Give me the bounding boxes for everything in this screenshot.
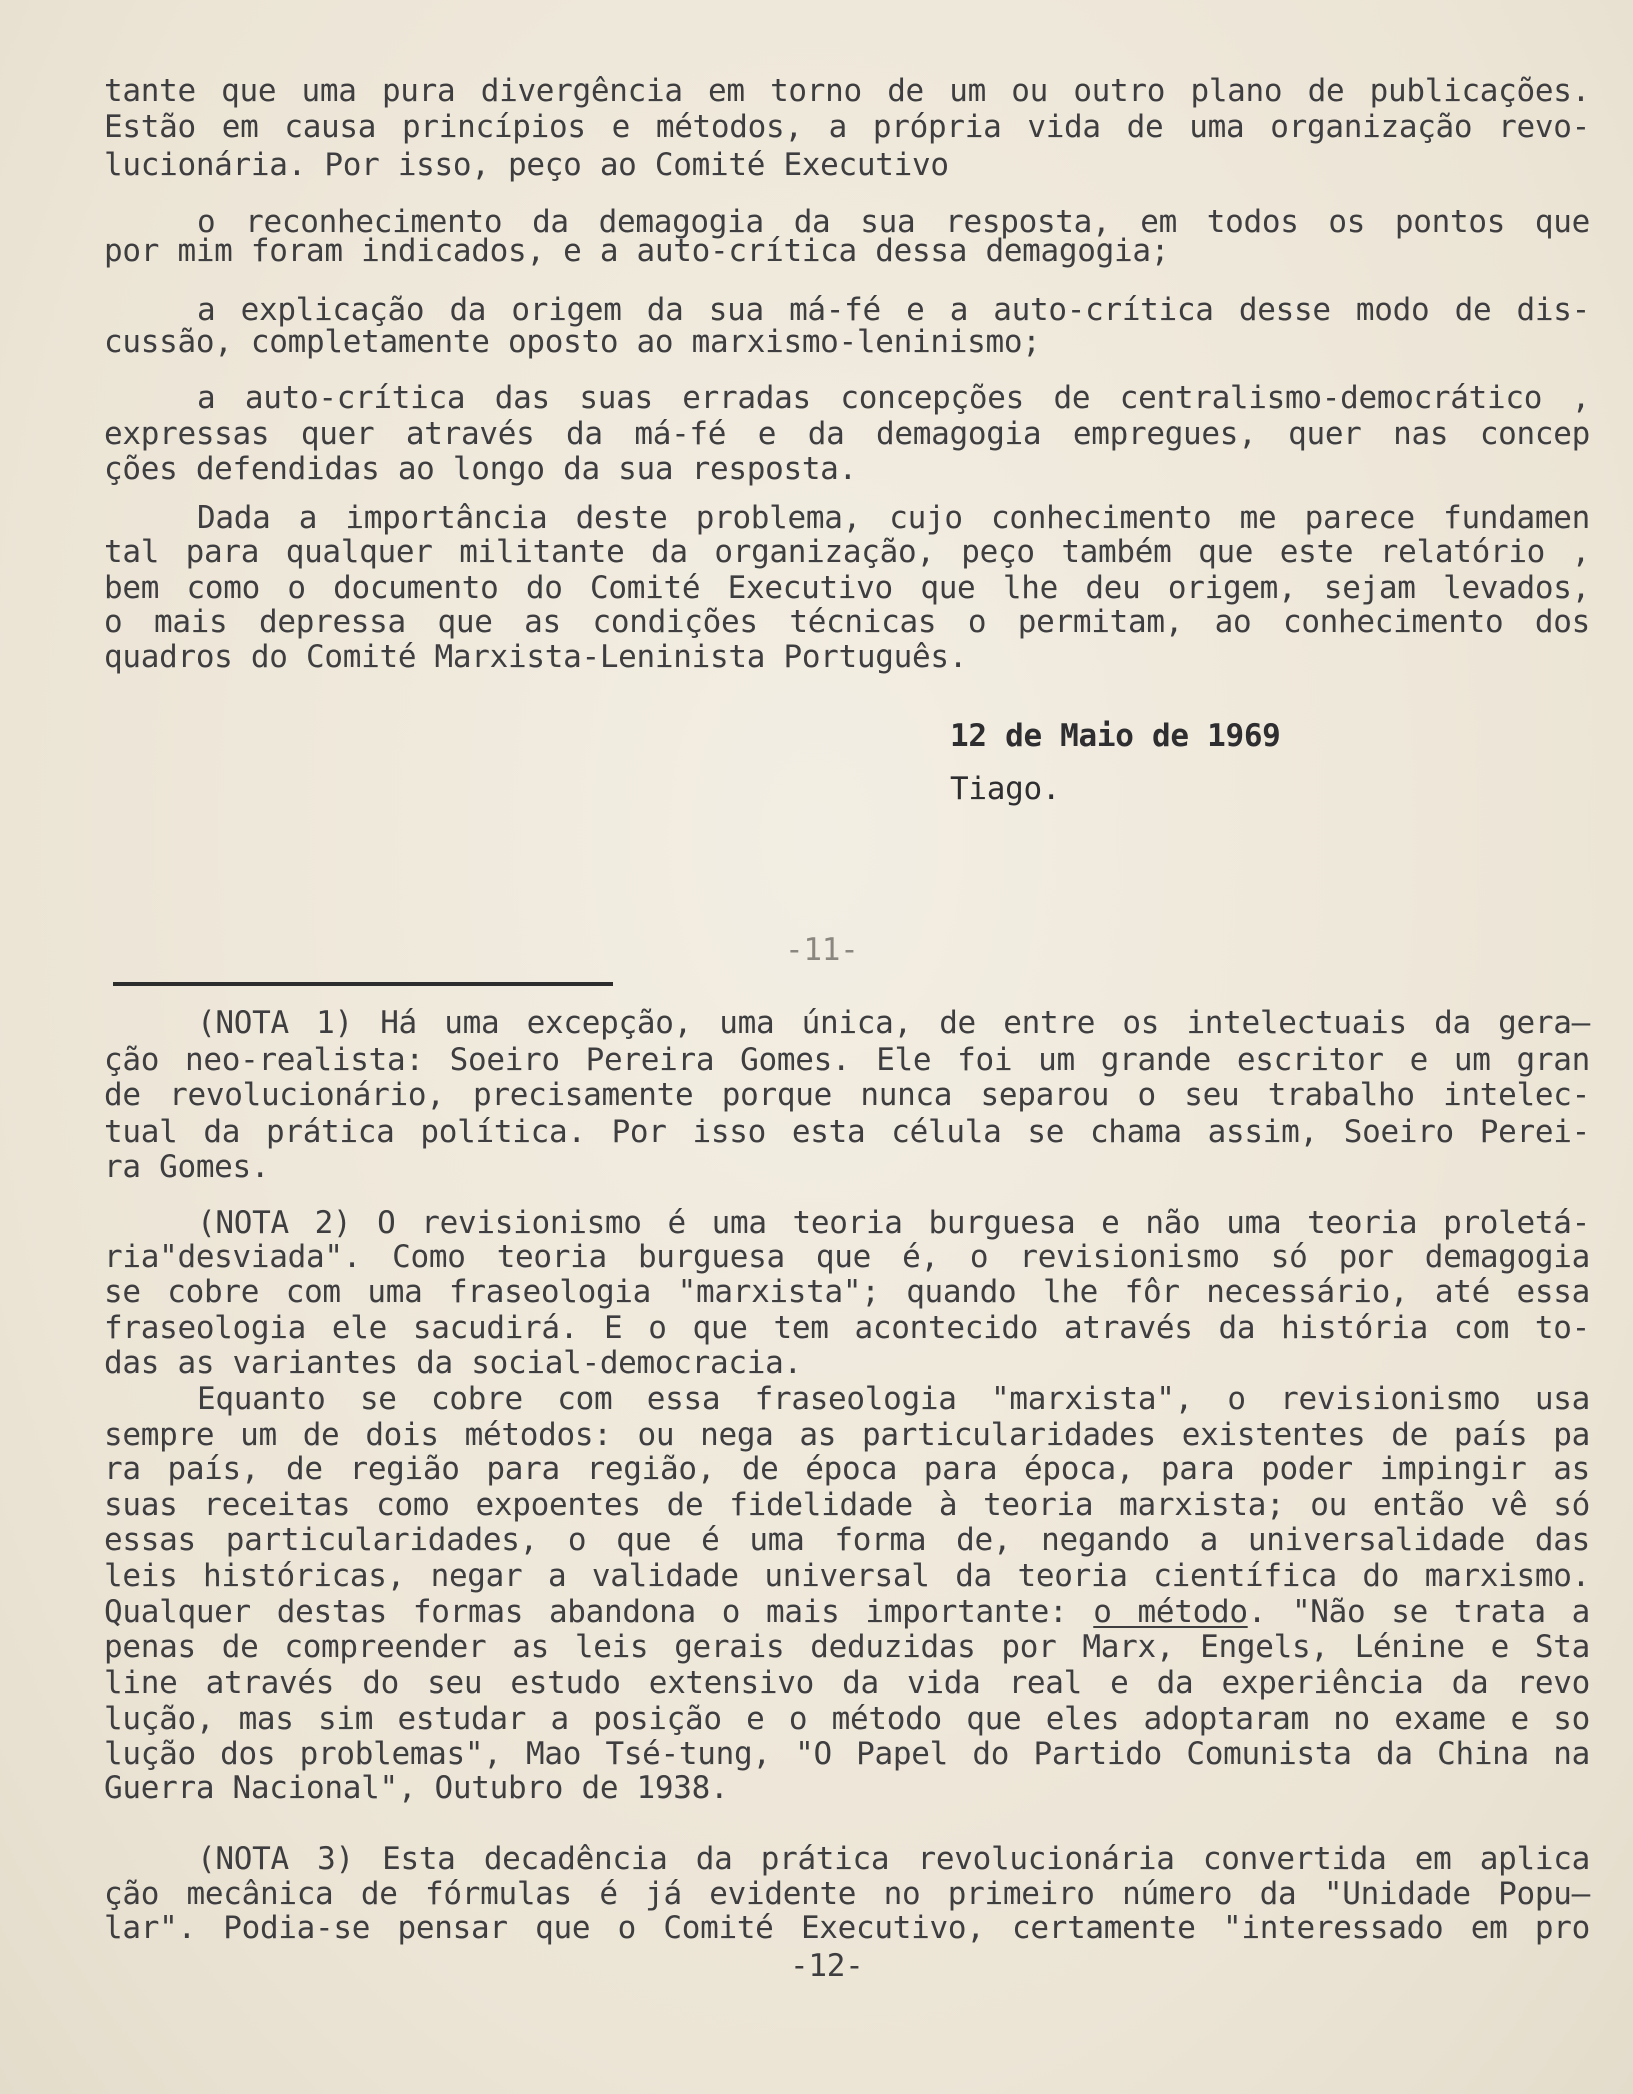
text-line: ra país, de região para região, de época para época, para poder impingir as <box>104 1451 1590 1487</box>
text-line: tual da prática política. Por isso esta célula se chama assim, Soeiro Perei- <box>104 1114 1590 1150</box>
bleed-page-number: -11- <box>785 932 859 968</box>
text-line: Guerra Nacional", Outubro de 1938. <box>104 1770 729 1806</box>
text-line: tal para qualquer militante da organização, peço também que este relatório , <box>104 534 1590 570</box>
text-line: ção neo-realista: Soeiro Pereira Gomes. Ele foi um grande escritor e um gran <box>104 1042 1590 1078</box>
text-segment: Qualquer destas formas abandona o mais importante: <box>104 1594 1094 1630</box>
text-line: Equanto se cobre com essa fraseologia "marxista", o revisionismo usa <box>197 1381 1590 1417</box>
text-line: (NOTA 1) Há uma excepção, uma única, de entre os intelectuais da gera— <box>197 1005 1590 1041</box>
text-line: essas particularidades, o que é uma forma de, negando a universalidade das <box>104 1522 1590 1558</box>
text-line: ções defendidas ao longo da sua resposta. <box>104 451 857 487</box>
footnote-separator <box>113 982 613 986</box>
text-line: o mais depressa que as condições técnicas o permitam, ao conhecimento dos <box>104 604 1590 640</box>
text-segment: . "Não se trata a <box>1247 1594 1590 1630</box>
text-line: cussão, completamente oposto ao marxismo-leninismo; <box>104 324 1041 360</box>
text-line: (NOTA 3) Esta decadência da prática revolucionária convertida em aplica <box>197 1841 1590 1877</box>
signature: Tiago. <box>950 771 1061 807</box>
text-line: quadros do Comité Marxista-Leninista Português. <box>104 639 968 675</box>
text-line: lar". Podia-se pensar que o Comité Executivo, certamente "interessado em pro <box>104 1910 1590 1946</box>
underlined-text: o método <box>1093 1594 1248 1630</box>
text-line: leis históricas, negar a validade universal da teoria científica do marxismo. <box>104 1558 1590 1594</box>
text-line: (NOTA 2) O revisionismo é uma teoria burguesa e não uma teoria proletá- <box>197 1205 1590 1241</box>
text-line: se cobre com uma fraseologia "marxista"; quando lhe fôr necessário, até essa <box>104 1274 1590 1310</box>
text-line: lução, mas sim estudar a posição e o método que eles adoptaram no exame e so <box>104 1701 1590 1737</box>
text-line: ção mecânica de fórmulas é já evidente no primeiro número da "Unidade Popu— <box>104 1876 1590 1912</box>
text-line: o reconhecimento da demagogia da sua resposta, em todos os pontos que <box>197 204 1590 240</box>
text-line <box>104 1594 1590 1630</box>
text-line: fraseologia ele sacudirá. E o que tem acontecido através da história com to- <box>104 1310 1590 1346</box>
text-line: sempre um de dois métodos: ou nega as particularidades existentes de país pa <box>104 1417 1590 1453</box>
text-line: penas de compreender as leis gerais deduzidas por Marx, Engels, Lénine e Sta <box>104 1629 1590 1665</box>
date: 12 de Maio de 1969 <box>950 718 1281 754</box>
text-line: lucionária. Por isso, peço ao Comité Executivo <box>104 147 949 183</box>
text-line: expressas quer através da má-fé e da demagogia empregues, quer nas concep <box>104 416 1590 452</box>
text-line: ra Gomes. <box>104 1149 270 1185</box>
text-line: Dada a importância deste problema, cujo conhecimento me parece fundamen <box>197 500 1590 536</box>
text-line: lução dos problemas", Mao Tsé-tung, "O Papel do Partido Comunista da China na <box>104 1736 1590 1772</box>
text-line: das as variantes da social-democracia. <box>104 1345 802 1381</box>
text-line: tante que uma pura divergência em torno de um ou outro plano de publicações. <box>104 73 1590 109</box>
text-line: de revolucionário, precisamente porque nunca separou o seu trabalho intelec- <box>104 1077 1590 1113</box>
page-number: -12- <box>790 1948 864 1984</box>
text-line: Estão em causa princípios e métodos, a própria vida de uma organização revo- <box>104 109 1590 145</box>
text-line: suas receitas como expoentes de fidelidade à teoria marxista; ou então vê só <box>104 1487 1590 1523</box>
text-line: a explicação da origem da sua má-fé e a auto-crítica desse modo de dis- <box>197 292 1590 328</box>
text-line: ria"desviada". Como teoria burguesa que é, o revisionismo só por demagogia <box>104 1239 1590 1275</box>
text-line: bem como o documento do Comité Executivo que lhe deu origem, sejam levados, <box>104 570 1590 606</box>
text-line: a auto-crítica das suas erradas concepções de centralismo-democrático , <box>197 380 1590 416</box>
text-line: line através do seu estudo extensivo da vida real e da experiência da revo <box>104 1665 1590 1701</box>
text-line: por mim foram indicados, e a auto-crítica dessa demagogia; <box>104 233 1170 269</box>
